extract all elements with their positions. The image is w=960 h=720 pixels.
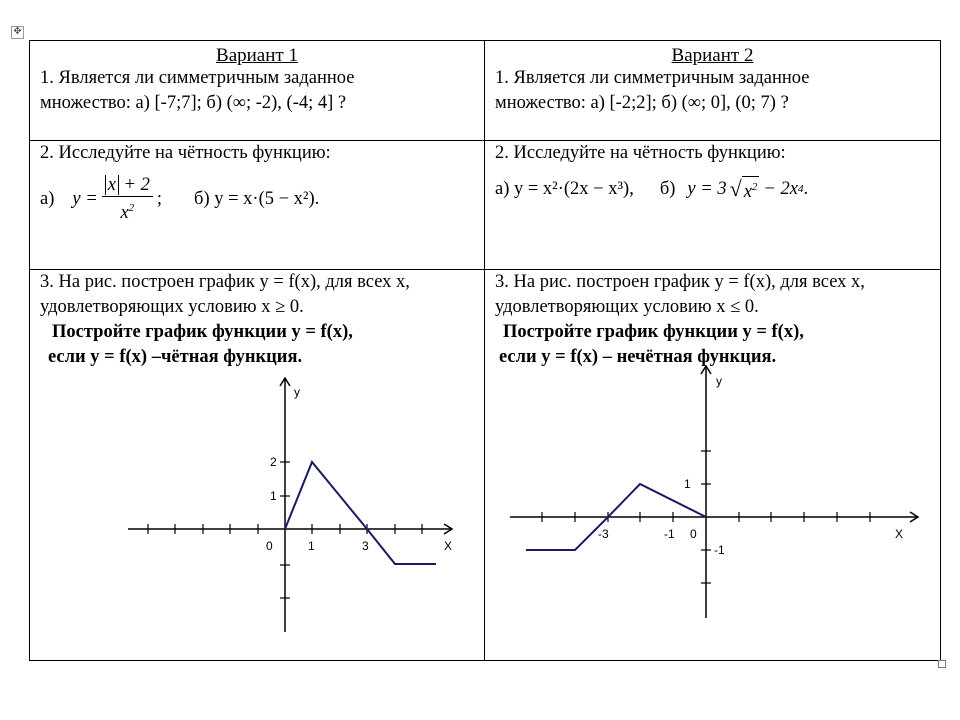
variant2-task3-line3: Постройте график функции y = f(x), [503, 322, 804, 342]
table-resize-handle-icon[interactable] [938, 660, 946, 668]
variant1-task2-b: б) y = x·(5 − x²). [194, 188, 320, 209]
variant2-task3-line2: удовлетворяющих условию x ≤ 0. [495, 297, 759, 317]
variant1-task2-a-lhs: y = [72, 188, 98, 209]
variant1-task3-line2: удовлетворяющих условию x ≥ 0. [40, 297, 304, 317]
variant2-task2-a: а) y = x²·(2x − x³), [495, 178, 634, 199]
variant1-task2-a-end: ; [156, 188, 163, 209]
variant1-task1-line2: множество: а) [-7;7]; б) (∞; -2), (-4; 4] ? [40, 93, 347, 113]
variant1-task1-line1: 1. Является ли симметричным заданное [40, 68, 355, 88]
table-move-handle-icon[interactable]: ✥ [11, 26, 24, 39]
variant2-task2-b-rad: x [743, 182, 752, 203]
variant1-y-tick-label: 2 [270, 455, 277, 469]
variant2-task3-line4: если y = f(x) – нечётная функция. [499, 347, 777, 367]
variant2-y-tick-label: -1 [714, 543, 725, 557]
variant2-task3-line1: 3. На рис. построен график y = f(x), для всех x, [495, 272, 865, 292]
variant1-task2-a-den: x [120, 203, 129, 224]
variant2-task2-b-rad-pow: 2 [751, 181, 758, 193]
variant2-task2-b-lhs: y = 3 [687, 178, 727, 199]
variant2-y-tick-label: 1 [684, 477, 691, 491]
variant2-task2-b-end: . [803, 178, 809, 199]
variant2-x-axis-label: X [895, 527, 904, 541]
variant1-task3-line1: 3. На рис. построен график y = f(x), для всех x, [40, 272, 410, 292]
variant1-header: Вариант 1 [216, 45, 298, 66]
variant1-x-axis-label: X [444, 539, 453, 553]
variant2-header: Вариант 2 [671, 45, 754, 66]
variant2-origin-label: 0 [690, 527, 697, 541]
variant2-task2-title: 2. Исследуйте на чётность функцию: [495, 143, 786, 163]
variant2-x-tick-label: -1 [664, 527, 675, 541]
variant2-task2-b-rest: − 2x [763, 178, 798, 199]
variant1-task2-a-label: а) [40, 188, 55, 209]
variant1-task2-a-abs: x [105, 175, 119, 195]
variant1-task2-a-num-rest: + 2 [123, 175, 150, 195]
variant2-task2-b-rest-pow: 4 [797, 183, 804, 196]
variant1-task3-line4: если y = f(x) –чётная функция. [48, 347, 303, 367]
variant1-y-tick-label: 1 [270, 489, 277, 503]
variant1-task2-title: 2. Исследуйте на чётность функцию: [40, 143, 331, 163]
variant1-y-axis-label: y [294, 385, 300, 399]
radical-sign-icon: √ [729, 176, 742, 202]
variant1-task3-line3: Постройте график функции y = f(x), [52, 322, 353, 342]
variant1-x-tick-label: 1 [308, 539, 315, 553]
variant2-task2-b-label: б) [659, 178, 676, 199]
variant2-task1-line1: 1. Является ли симметричным заданное [495, 68, 810, 88]
variant2-x-tick-label: -3 [598, 527, 609, 541]
variant1-x-tick-label: 3 [362, 539, 369, 553]
variant2-task1-line2: множество: а) [-2;2]; б) (∞; 0], (0; 7) ? [495, 93, 789, 113]
variant2-y-axis-label: y [716, 374, 722, 388]
variant1-origin-label: 0 [266, 539, 273, 553]
variant1-task2-a-den-pow: 2 [128, 202, 135, 214]
